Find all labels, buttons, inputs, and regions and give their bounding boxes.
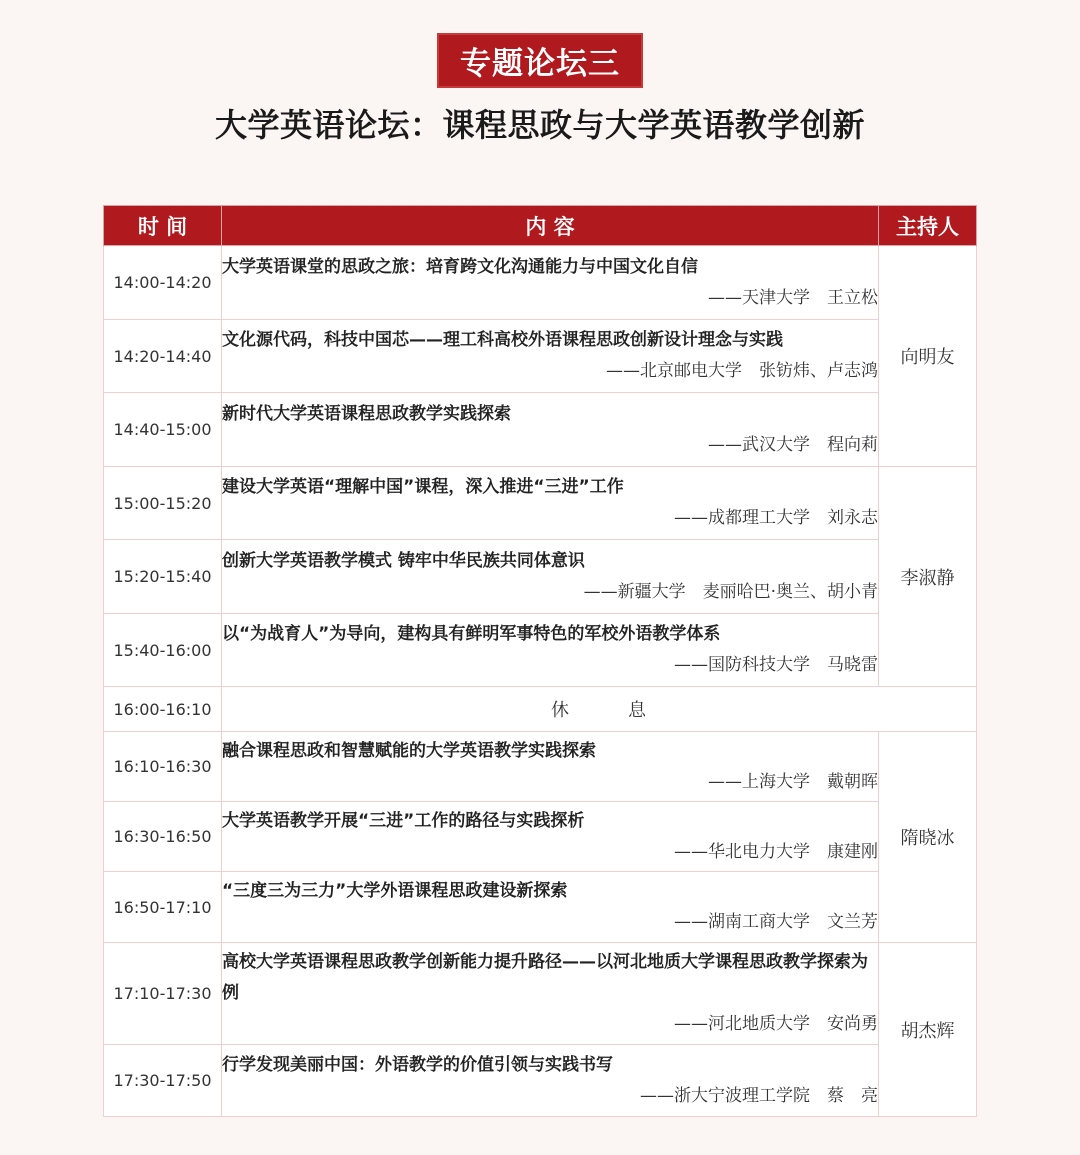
break-label-2: 息 (628, 700, 647, 721)
session-time: 14:00-14:20 (104, 246, 222, 320)
session-speaker: ——华北电力大学 康建刚 (674, 841, 878, 862)
session-time: 16:30-16:50 (104, 802, 222, 872)
session-content (222, 614, 879, 687)
session-speaker: ——浙大宁波理工学院 蔡 亮 (640, 1085, 878, 1106)
table-row (104, 393, 977, 467)
session-speaker: ——河北地质大学 安尚勇 (674, 1014, 878, 1034)
table-row (104, 540, 977, 614)
header-content: 内 容 (222, 206, 879, 246)
session-content (222, 802, 879, 872)
host-cell: 向明友 (879, 246, 977, 467)
session-time: 16:50-17:10 (104, 872, 222, 943)
session-time: 15:40-16:00 (104, 614, 222, 687)
host-cell: 李淑静 (879, 467, 977, 687)
session-title: “三度三为三力”大学外语课程思政建设新探索 (222, 881, 568, 901)
table-header-row (104, 206, 977, 246)
session-title: 以“为战育人”为导向，建构具有鲜明军事特色的军校外语教学体系 (222, 624, 721, 644)
break-label (222, 687, 977, 732)
table-row (104, 320, 977, 393)
forum-badge: 专题论坛三 (437, 33, 643, 88)
table-row (104, 802, 977, 872)
session-time: 17:10-17:30 (104, 943, 222, 1045)
table-row (104, 1045, 977, 1117)
host-cell: 隋晓冰 (879, 732, 977, 943)
session-content (222, 540, 879, 614)
session-content (222, 467, 879, 540)
break-label-1: 休 (551, 700, 570, 721)
session-speaker: ——新疆大学 麦丽哈巴·奥兰、胡小青 (583, 581, 878, 602)
session-title: 建设大学英语“理解中国”课程，深入推进“三进”工作 (222, 477, 624, 497)
session-content (222, 246, 879, 320)
header-time: 时 间 (104, 206, 222, 246)
session-speaker: ——湖南工商大学 文兰芳 (674, 912, 878, 932)
session-speaker: ——成都理工大学 刘永志 (674, 508, 878, 528)
session-time: 16:10-16:30 (104, 732, 222, 802)
session-time: 15:00-15:20 (104, 467, 222, 540)
session-time: 14:20-14:40 (104, 320, 222, 393)
schedule-table (103, 205, 977, 1117)
host-cell: 胡杰辉 (879, 943, 977, 1117)
table-row (104, 943, 977, 1045)
session-time: 14:40-15:00 (104, 393, 222, 467)
session-title: 大学英语课堂的思政之旅：培育跨文化沟通能力与中国文化自信 (222, 256, 698, 277)
table-row (104, 246, 977, 320)
session-content (222, 393, 879, 467)
break-time: 16:00-16:10 (104, 687, 222, 732)
session-speaker: ——北京邮电大学 张钫炜、卢志鸿 (606, 361, 878, 381)
session-content (222, 320, 879, 393)
table-row (104, 467, 977, 540)
session-time: 17:30-17:50 (104, 1045, 222, 1117)
break-row (104, 687, 977, 732)
page-title: 大学英语论坛：课程思政与大学英语教学创新 (214, 106, 865, 144)
session-content (222, 1045, 879, 1117)
session-content (222, 872, 879, 943)
session-title: 文化源代码，科技中国芯——理工科高校外语课程思政创新设计理念与实践 (222, 330, 783, 350)
table-row (104, 614, 977, 687)
session-title: 行学发现美丽中国：外语教学的价值引领与实践书写 (222, 1054, 613, 1075)
table-row (104, 872, 977, 943)
session-content (222, 943, 879, 1045)
session-title: 大学英语教学开展“三进”工作的路径与实践探析 (222, 810, 585, 831)
session-speaker: ——上海大学 戴朝晖 (708, 771, 878, 792)
header-host: 主持人 (879, 206, 977, 246)
session-time: 15:20-15:40 (104, 540, 222, 614)
session-title: 融合课程思政和智慧赋能的大学英语教学实践探索 (222, 740, 596, 761)
session-speaker: ——国防科技大学 马晓雷 (674, 655, 878, 675)
session-content (222, 732, 879, 802)
session-title: 高校大学英语课程思政教学创新能力提升路径——以河北地质大学课程思政教学探索为例 (222, 952, 868, 1003)
table-row (104, 732, 977, 802)
session-title: 创新大学英语教学模式 铸牢中华民族共同体意识 (222, 550, 585, 571)
session-title: 新时代大学英语课程思政教学实践探索 (222, 403, 511, 424)
session-speaker: ——天津大学 王立松 (708, 287, 878, 308)
session-speaker: ——武汉大学 程向莉 (708, 434, 878, 455)
